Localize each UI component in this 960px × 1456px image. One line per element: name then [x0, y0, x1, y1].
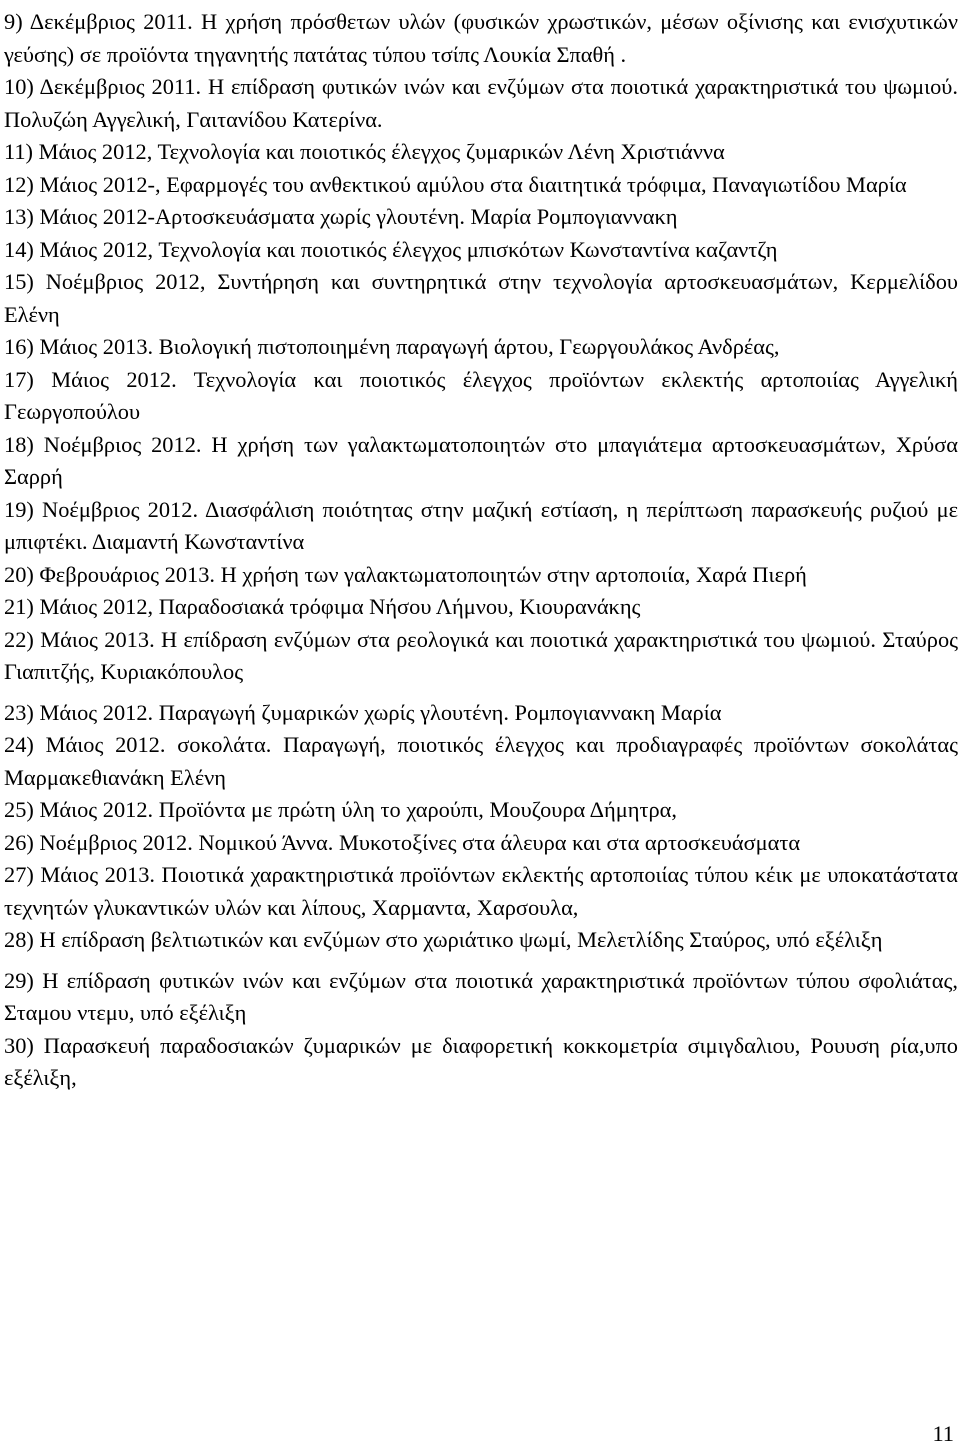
list-item-30: 30) Παρασκευή παραδοσιακών ζυμαρικών με διαφορετική κοκκομετρία σιμιγδαλιου, Ρουυση ρία,υπο εξέλιξη, [4, 1032, 958, 1090]
list-item-29: 29) Η επίδραση φυτικών ινών και ενζύμων στα ποιοτικά χαρακτηριστικά προϊόντων τύπου σφολιάτας, Σταμου ντεμυ, υπό εξέλιξη [4, 967, 958, 1025]
list-item-21: 21) Μάιος 2012, Παραδοσιακά τρόφιμα Νήσου Λήμνου, Κιουρανάκης [4, 594, 641, 619]
list-item-22: 22) Μάιος 2013. Η επίδραση ενζύμων στα ρεολογικά και ποιοτικά χαρακτηριστικά του ψωμιού. Σταύρος Γιαπιτζής, Κυριακόπουλος [4, 626, 958, 684]
list-item-25: 25) Μάιος 2012. Προϊόντα με πρώτη ύλη το χαρούπι, Μουζουρα Δήμητρα, [4, 797, 677, 822]
list-item-19: 19) Νοέμβριος 2012. Διασφάλιση ποιότητας στην μαζική εστίαση, η περίπτωση παρασκευής ρυζιού με μπιφτέκι. Διαμαντή Κωνσταντίνα [4, 496, 958, 554]
list-item-13: 13) Μάιος 2012-Αρτοσκευάσματα χωρίς γλουτένη. Μαρία Ρομπογιαννακη [4, 204, 678, 229]
list-item-20: 20) Φεβρουάριος 2013. Η χρήση των γαλακτωματοποιητών στην αρτοποιία, Χαρά Πιερή [4, 561, 807, 587]
list-item-15: 15) Νοέμβριος 2012, Συντήρηση και συντηρητικά στην τεχνολογία αρτοσκευασμάτων, Κερμελίδου Ελένη [4, 269, 958, 327]
document-body [4, 6, 958, 1095]
list-item-14: 14) Μάιος 2012, Τεχνολογία και ποιοτικός έλεγχος μπισκότων Κωνσταντίνα καζαντζη [4, 236, 778, 262]
list-item-17: 17) Μάιος 2012. Τεχνολογία και ποιοτικός έλεγχος προϊόντων εκλεκτής αρτοποιίας Αγγελική Γεωργοπούλου [4, 366, 958, 424]
list-item-18: 18) Νοέμβριος 2012. Η χρήση των γαλακτωματοποιητών στο μπαγιάτεμα αρτοσκευασμάτων, Χρύσα Σαρρή [4, 431, 958, 489]
list-item-16: 16) Μάιος 2013. Βιολογική πιστοποιημένη παραγωγή άρτου, Γεωργουλάκος Ανδρέας, [4, 334, 780, 359]
list-item-28: 28) Η επίδραση βελτιωτικών και ενζύμων στο χωριάτικο ψωμί, Μελετλίδης Σταύρος, υπό εξέλιξη [4, 927, 883, 952]
list-item-9: 9) Δεκέμβριος 2011. Η χρήση πρόσθετων υλών (φυσικών χρωστικών, μέσων οξίνισης και ενισχυτικών γεύσης) σε προϊόντα τηγανητής πατάτας τύπου τσίπς Λουκία Σπαθή . [4, 9, 958, 67]
list-item-10: 10) Δεκέμβριος 2011. Η επίδραση φυτικών ινών και ενζύμων στα ποιοτικά χαρακτηριστικά του ψωμιού. Πολυζώη Αγγελική, Γαιτανίδου Κατερίνα. [4, 74, 958, 132]
list-item-11: 11) Μάιος 2012, Τεχνολογία και ποιοτικός έλεγχος ζυμαρικών Λένη Χριστιάννα [4, 139, 725, 164]
list-item-24: 24) Μάιος 2012. σοκολάτα. Παραγωγή, ποιοτικός έλεγχος και προδιαγραφές προϊόντων σοκολάτας Μαρμακεθιανάκη Ελένη [4, 732, 958, 790]
list-item-27: 27) Μάιος 2013. Ποιοτικά χαρακτηριστικά προϊόντων εκλεκτής αρτοποιίας τύπου κέικ με υποκατάστατα τεχνητών γλυκαντικών υλών και λίπους, Χαρμαντα, Χαρσουλα, [4, 862, 958, 920]
list-item-23: 23) Μάιος 2012. Παραγωγή ζυμαρικών χωρίς γλουτένη. Ρομπογιαννακη Μαρία [4, 699, 722, 725]
list-item-26: 26) Νοέμβριος 2012. Νομικού Άννα. Μυκοτοξίνες στα άλευρα και στα αρτοσκευάσματα [4, 829, 801, 855]
page-number: 11 [932, 1421, 954, 1446]
list-item-12: 12) Μάιος 2012-, Εφαρμογές του ανθεκτικού αμύλου στα διαιτητικά τρόφιμα, Παναγιωτίδου Μαρία [4, 171, 907, 197]
